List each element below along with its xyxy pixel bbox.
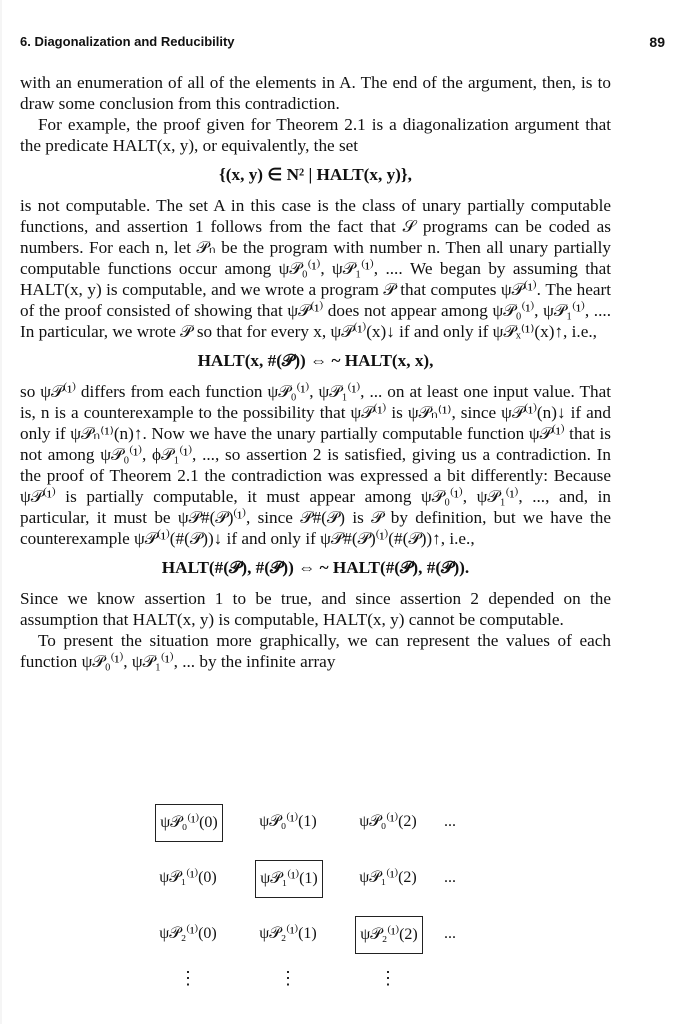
array-cell: ψ𝒫₁⁽¹⁾(0) bbox=[159, 869, 217, 886]
paragraph-5: Since we know assertion 1 to be true, and since assertion 2 depended on the assumption that HALT(x, y) is computable, HALT(x, y) cannot be computable. bbox=[20, 589, 611, 629]
diagonal-array bbox=[155, 804, 485, 1014]
paragraph-2: For example, the proof given for Theorem 2.1 is a diagonalization argument that the predicate HALT(x, y), or equivalently, the set bbox=[20, 115, 611, 155]
paragraph-3: is not computable. The set A in this case is the class of unary partially computable functions, and assertion 1 follows from the fact that 𝒮 programs can be coded as numbers. For each n, let 𝒫ₙ be the program with number n. Then all unary partially computable functions occur among ψ𝒫₀⁽¹⁾, ψ𝒫₁⁽¹⁾, .... We began by assuming that HALT(x, y) is computable, and we wrote a program 𝒫 that computes ψ𝒫⁽¹⁾. The heart of the proof consisted of showing that ψ𝒫⁽¹⁾ does not appear among ψ𝒫₀⁽¹⁾, ψ𝒫₁⁽¹⁾, .... In particular, we wrote 𝒫 so that for every x, ψ𝒫⁽¹⁾(x)↓ if and only if ψ𝒫ₓ⁽¹⁾(x)↑, i.e., bbox=[20, 196, 611, 341]
display-equation-3: HALT(#(𝒫), #(𝒫)) ⇔ ~ HALT(#(𝒫), #(𝒫)). bbox=[161, 558, 470, 577]
page-edge bbox=[0, 0, 2, 1024]
array-cell: ψ𝒫₂⁽¹⁾(0) bbox=[159, 925, 217, 942]
page-number: 89 bbox=[649, 34, 665, 50]
body-text bbox=[20, 72, 611, 672]
array-cell-diagonal: ψ𝒫₁⁽¹⁾(1) bbox=[255, 860, 323, 898]
array-vertical-ellipsis: ⋮ bbox=[179, 968, 197, 988]
array-cell: ψ𝒫₀⁽¹⁾(1) bbox=[259, 813, 317, 830]
array-cell-diagonal: ψ𝒫₂⁽¹⁾(2) bbox=[355, 916, 423, 954]
paragraph-4: so ψ𝒫⁽¹⁾ differs from each function ψ𝒫₀⁽¹⁾, ψ𝒫₁⁽¹⁾, ... on at least one input value. That is, n is a counterexample to the possibility that ψ𝒫⁽¹⁾ is ψ𝒫ₙ⁽¹⁾, since ψ𝒫⁽¹⁾(n)↓ if and only if ψ𝒫ₙ⁽¹⁾(n)↑. Now we have the unary partially computable function ψ𝒫⁽¹⁾ that is not among ψ𝒫₀⁽¹⁾, ϕ𝒫₁⁽¹⁾, ..., so assertion 2 is satisfied, giving us a contradiction. In the proof of Theorem 2.1 the contradiction was expressed a bit differently: Because ψ𝒫⁽¹⁾ is partially computable, it must appear among ψ𝒫₀⁽¹⁾, ψ𝒫₁⁽¹⁾, ..., and, in particular, it must be ψ𝒫#(𝒫)⁽¹⁾, since 𝒫#(𝒫) is 𝒫 by definition, but we have the counterexample ψ𝒫⁽¹⁾(#(𝒫))↓ if and only if ψ𝒫#(𝒫)⁽¹⁾(#(𝒫))↑, i.e., bbox=[20, 382, 611, 548]
display-equation-1: {(x, y) ∈ N² | HALT(x, y)}, bbox=[219, 165, 412, 184]
array-ellipsis: ... bbox=[444, 869, 456, 886]
array-ellipsis: ... bbox=[444, 925, 456, 942]
paragraph-1: with an enumeration of all of the elements in A. The end of the argument, then, is to draw some conclusion from this contradiction. bbox=[20, 73, 611, 113]
paragraph-6: To present the situation more graphically, we can represent the values of each function ψ𝒫₀⁽¹⁾, ψ𝒫₁⁽¹⁾, ... by the infinite array bbox=[20, 631, 611, 671]
array-ellipsis: ... bbox=[444, 813, 456, 830]
section-title: 6. Diagonalization and Reducibility bbox=[20, 34, 235, 49]
array-cell: ψ𝒫₂⁽¹⁾(1) bbox=[259, 925, 317, 942]
array-cell: ψ𝒫₁⁽¹⁾(2) bbox=[359, 869, 417, 886]
array-vertical-ellipsis: ⋮ bbox=[379, 968, 397, 988]
array-vertical-ellipsis: ⋮ bbox=[279, 968, 297, 988]
array-cell: ψ𝒫₀⁽¹⁾(2) bbox=[359, 813, 417, 830]
display-equation-2: HALT(x, #(𝒫)) ⇔ ~ HALT(x, x), bbox=[197, 351, 434, 370]
running-header bbox=[20, 34, 665, 52]
array-cell-diagonal: ψ𝒫₀⁽¹⁾(0) bbox=[155, 804, 223, 842]
